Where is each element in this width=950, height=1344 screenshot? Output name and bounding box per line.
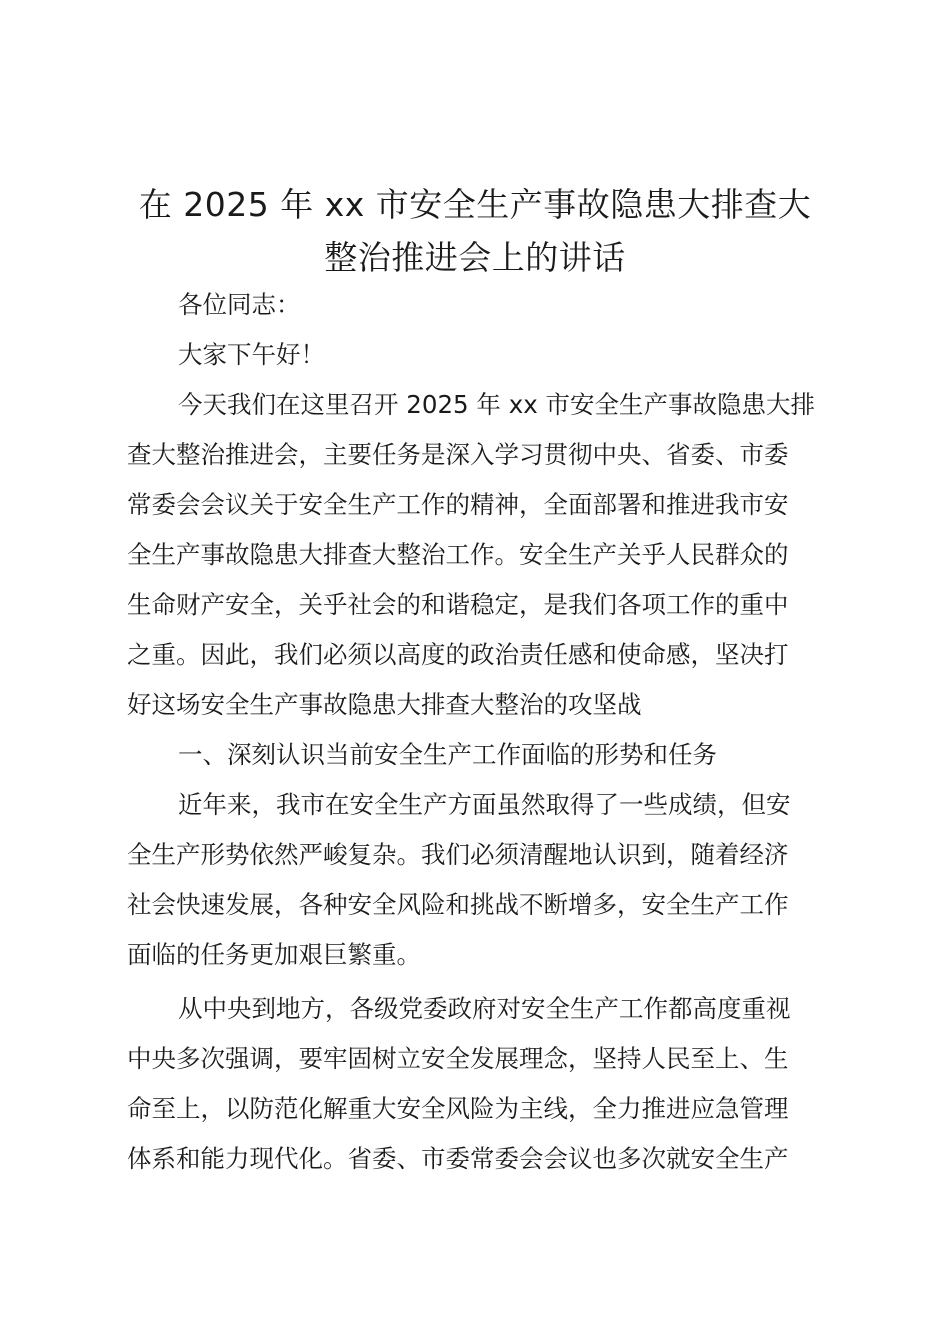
- title-line: 在 2025 年 xx 市安全生产事故隐患大排查大: [138, 185, 812, 224]
- paragraph-line: 之重。因此，我们必须以高度的政治责任感和使命感，坚决打: [127, 640, 789, 669]
- section-heading-line: 一、深刻认识当前安全生产工作面临的形势和任务: [178, 740, 717, 769]
- section-heading: [127, 730, 832, 780]
- paragraph-line: 体系和能力现代化。省委、市委常委会会议也多次就安全生产: [127, 1144, 789, 1173]
- paragraph-line: 全生产事故隐患大排查大整治工作。安全生产关乎人民群众的: [127, 540, 789, 569]
- salutation: 各位同志：: [178, 290, 301, 319]
- paragraph-line: 近年来，我市在安全生产方面虽然取得了一些成绩，但安: [178, 790, 791, 819]
- paragraph-central: [127, 984, 832, 1184]
- paragraph-situation: [127, 780, 832, 980]
- greeting: 大家下午好！: [178, 340, 325, 369]
- paragraph-line: 全生产形势依然严峻复杂。我们必须清醒地认识到，随着经济: [127, 840, 789, 869]
- paragraph-line: 生命财产安全，关乎社会的和谐稳定，是我们各项工作的重中: [127, 590, 789, 619]
- document-body: [127, 280, 832, 1184]
- paragraph-line: 今天我们在这里召开 2025 年 xx 市安全生产事故隐患大排: [178, 390, 815, 419]
- document-title: [100, 178, 850, 284]
- paragraph-line: 从中央到地方，各级党委政府对安全生产工作都高度重视: [178, 994, 791, 1023]
- title-line: 整治推进会上的讲话: [324, 238, 626, 277]
- paragraph-line: 面临的任务更加艰巨繁重。: [127, 940, 421, 969]
- paragraph-line: 查大整治推进会，主要任务是深入学习贯彻中央、省委、市委: [127, 440, 789, 469]
- paragraph-line: 社会快速发展，各种安全风险和挑战不断增多，安全生产工作: [127, 890, 789, 919]
- paragraph-line: 命至上，以防范化解重大安全风险为主线，全力推进应急管理: [127, 1094, 789, 1123]
- paragraph-line: 好这场安全生产事故隐患大排查大整治的攻坚战: [127, 690, 642, 719]
- paragraph-line: 中央多次强调，要牢固树立安全发展理念，坚持人民至上、生: [127, 1044, 789, 1073]
- paragraph-intro: [127, 380, 832, 730]
- paragraph-line: 常委会会议关于安全生产工作的精神，全面部署和推进我市安: [127, 490, 789, 519]
